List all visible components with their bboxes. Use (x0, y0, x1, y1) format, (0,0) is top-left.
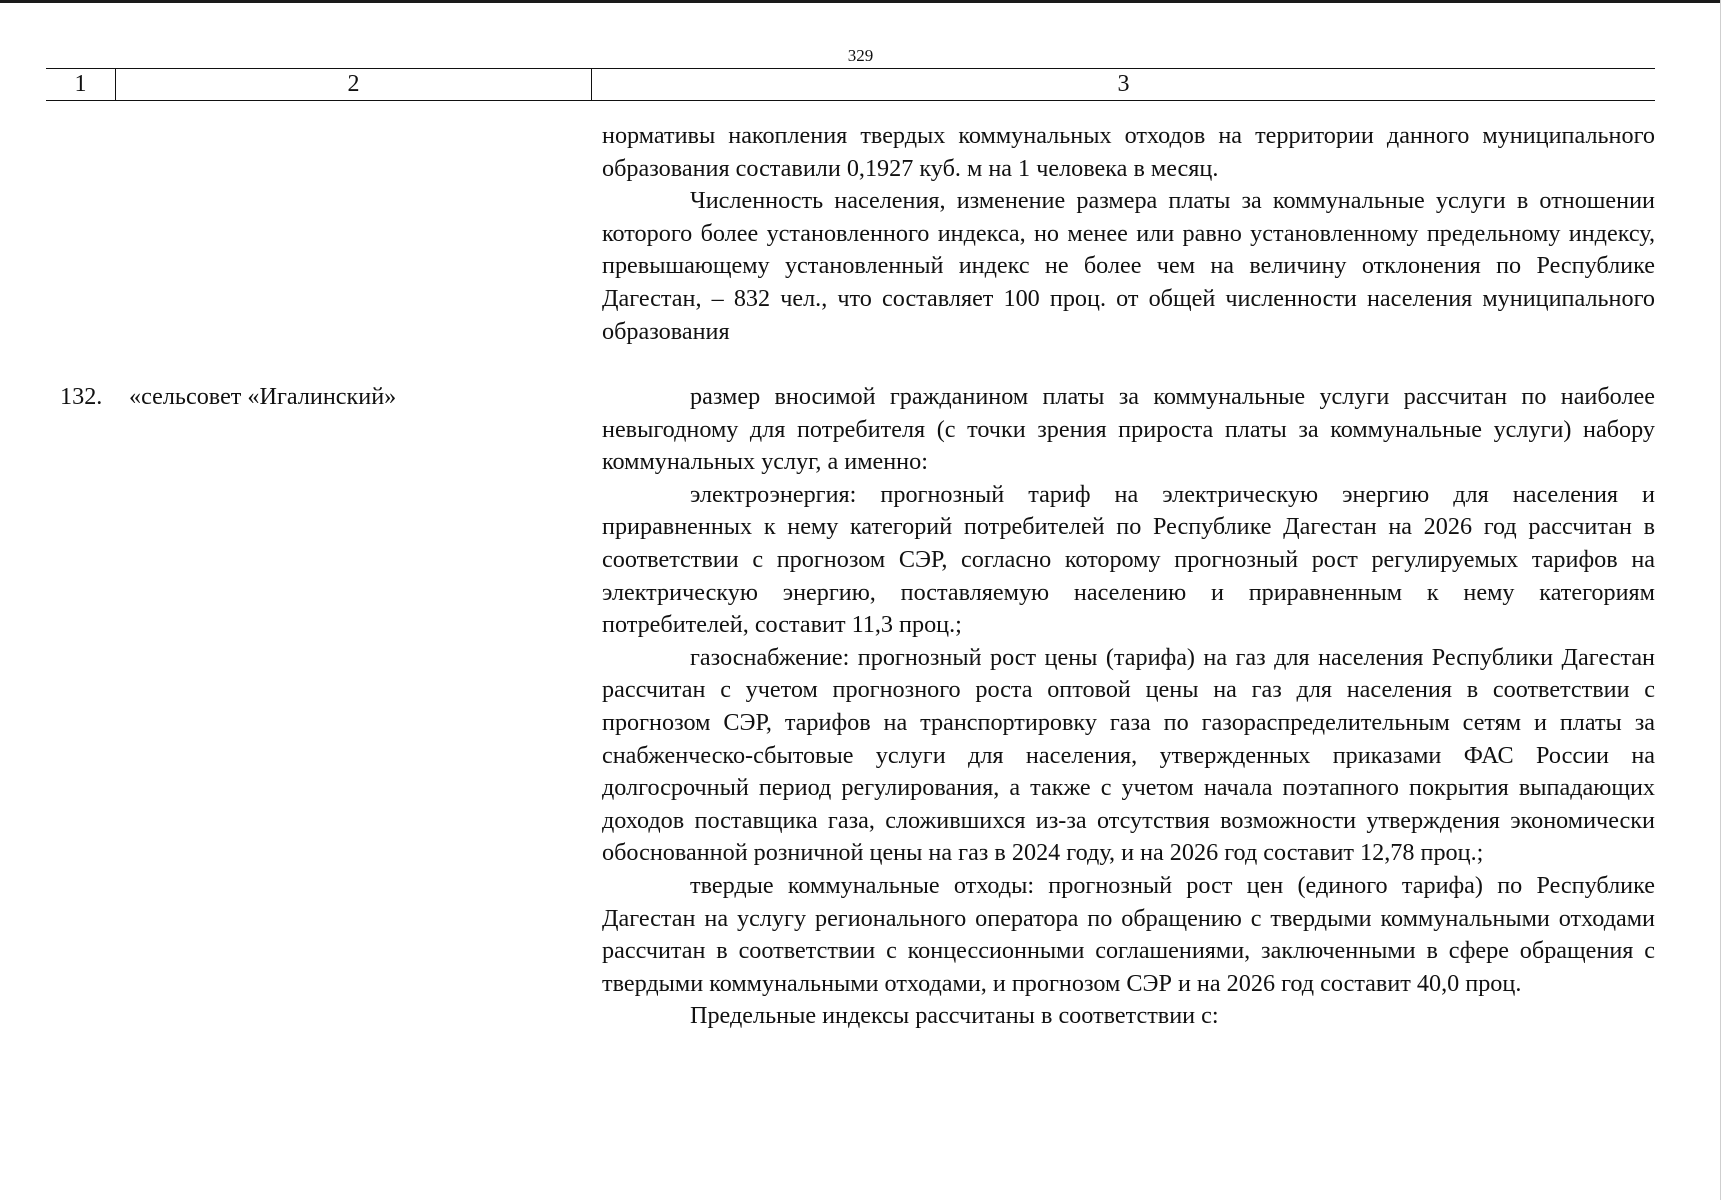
column-header-3: 3 (1117, 71, 1130, 97)
continuation-paragraph: нормативы накопления твердых коммунальных отходов на территории данного муниципального образования составили 0,1927 куб. м на 1 человека в месяц. (602, 122, 1655, 182)
page-number: 329 (847, 46, 874, 65)
scan-edge-top (0, 0, 1721, 3)
row-description (602, 381, 1655, 1033)
description-paragraph: Предельные индексы рассчитаны в соответствии с: (690, 1002, 1219, 1030)
column-header-2: 2 (116, 69, 592, 100)
continuation-paragraph: Численность населения, изменение размера платы за коммунальные услуги в отношении которого более установленного индекса, но менее или равно установленному предельному индексу, превышающему установленный индекс не более чем на величину отклонения по Республике Дагестан, – 832 чел., что составляет 100 проц. от общей численности населения муниципального образования (602, 187, 1655, 345)
description-paragraph: размер вносимой гражданином платы за коммунальные услуги рассчитан по наиболее невыгодному для потребителя (с точки зрения прироста платы за коммунальные услуги) набору коммунальных услуг, а именно: (602, 383, 1655, 476)
continuation-text (602, 120, 1655, 348)
column-header-1: 1 (46, 69, 116, 100)
description-paragraph: твердые коммунальные отходы: прогнозный рост цен (единого тарифа) по Республике Дагестан на услугу регионального оператора по обращению с твердыми коммунальными отходами рассчитан в соответствии с концессионными соглашениями, заключенными в сфере обращения с твердыми коммунальными отходами, и прогнозом СЭР и на 2026 год составит 40,0 проц. (602, 871, 1655, 997)
municipality-name: «сельсовет «Игалинский» (129, 383, 397, 410)
description-paragraph: электроэнергия: прогнозный тариф на электрическую энергию для населения и приравненных к нему категорий потребителей по Республике Дагестан на 2026 год рассчитан в соответствии с прогнозом СЭР, согласно которому прогнозный рост регулируемых тарифов на электрическую энергию, поставляемую населению и приравненным к нему категориям потребителей, составит 11,3 проц.; (602, 480, 1655, 639)
description-paragraph: газоснабжение: прогнозный рост цены (тарифа) на газ для населения Республики Дагестан рассчитан с учетом прогнозного роста оптовой цены на газ для населения в соответствии с прогнозом СЭР, тарифов на транспортировку газа по газораспределительным сетям и платы за снабженческо-сбытовые услуги для населения, утвержденных приказами ФАС России на долгосрочный период регулирования, а также с учетом начала поэтапного покрытия выпадающих доходов поставщика газа, сложившихся из-за отсутствия возможности утверждения экономически обоснованной розничной цены на газ в 2024 году, и на 2026 год составит 12,78 проц.; (602, 643, 1655, 867)
row-number: 132. (60, 383, 103, 410)
table-header-row (46, 68, 1655, 101)
